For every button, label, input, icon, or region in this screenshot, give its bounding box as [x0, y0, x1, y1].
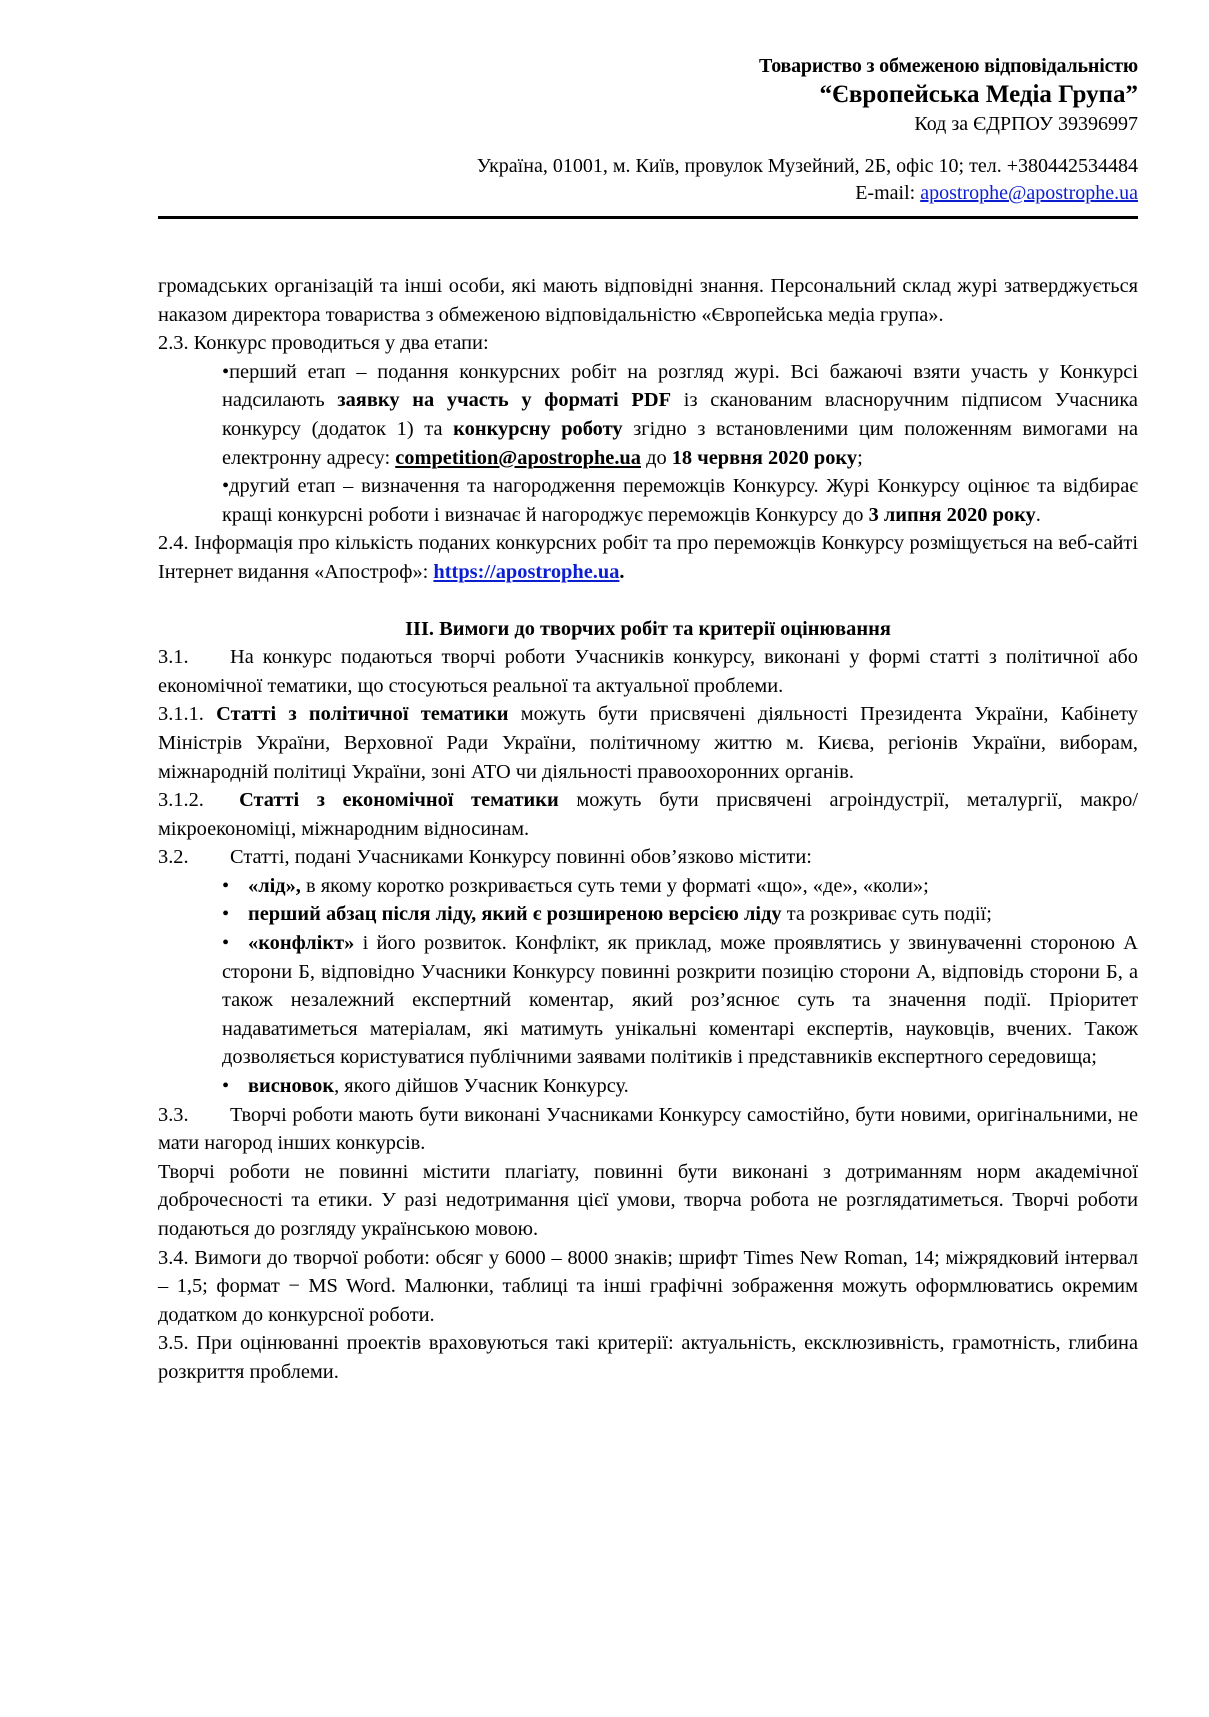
- bullet-icon: •: [222, 360, 230, 383]
- paragraph-3-4: 3.4. Вимоги до творчої роботи: обсяг у 6000 – 8000 знаків; шрифт Times New Roman, 14; міжрядковий інтервал – 1,5; формат − MS Word. Малюнки, таблиці та інші графічні зображення можуть оформлюватись окремим додатком до конкурсної роботи.: [158, 1246, 1138, 1326]
- email-link[interactable]: apostrophe@apostrophe.ua: [920, 182, 1138, 204]
- paragraph-3-5: 3.5. При оцінюванні проектів враховуються такі критерії: актуальність, ексклюзивність, грамотність, глибина розкриття проблеми.: [158, 1332, 1138, 1383]
- section-3-title: ІІІ. Вимоги до творчих робіт та критерії оцінювання: [405, 617, 891, 640]
- email-label: E-mail:: [855, 182, 921, 204]
- company-type: Товариство з обмеженою відповідальністю: [758, 55, 1138, 77]
- paragraph-3-1: 3.1. На конкурс подаються творчі роботи Учасників конкурсу, виконані у формі статті з політичної або економічної тематики, що стосуються реальної та актуальної проблеми.: [158, 646, 1138, 697]
- website-link[interactable]: https://apostrophe.ua: [433, 560, 620, 583]
- list-item: • висновок, якого дійшов Учасник Конкурсу.: [158, 1072, 1138, 1101]
- list-item: • «конфлікт» і його розвиток. Конфлікт, як приклад, може проявлятись у звинуваченні стороною А сторони Б, відповідно Учасники Конкурсу повинні розкрити позицію сторони А, відповідь сторони Б, а також незалежний експертний коментар, який роз’яснює суть та значення події. Пріоритет надаватиметься матеріалам, які матимуть унікальні коментарі експертів, науковців, вчених. Також дозволяється користуватися публічними заявами політиків і представників експертного середовища;: [158, 929, 1138, 1072]
- paragraph-3-1-2: 3.1.2. Статті з економічної тематики можуть бути присвячені агроіндустрії, металургії, макро/мікроекономіці, міжнародним відносинам.: [158, 789, 1139, 840]
- company-email-line: [158, 180, 1138, 206]
- paragraph-3-3: 3.3. Творчі роботи мають бути виконані Учасниками Конкурсу самостійно, бути новими, оригінальними, не мати нагород інших конкурсів.: [158, 1103, 1138, 1155]
- header-divider: [158, 216, 1138, 219]
- list-item: • «лід», в якому коротко розкривається суть теми у форматі «що», «де», «коли»;: [158, 872, 1138, 901]
- company-name: “Європейська Медіа Група”: [819, 81, 1138, 108]
- paragraph-jury: громадських організацій та інші особи, які мають відповідні знання. Персональний склад журі затверджується наказом директора товариства з обмеженою відповідальністю «Європейська медіа група».: [158, 275, 1138, 326]
- list-item: • перший абзац після ліду, який є розширеною версією ліду та розкриває суть події;: [158, 900, 1138, 929]
- bullet-icon: •: [222, 903, 230, 926]
- document-body: [158, 272, 1138, 1387]
- paragraph-3-2: 3.2. Статті, подані Учасниками Конкурсу повинні обов’язково містити:: [158, 846, 812, 869]
- stage-1-item: •перший етап – подання конкурсних робіт на розгляд журі. Всі бажаючі взяти участь у Конкурсі надсилають заявку на участь у форматі PDF із сканованим власноручним підписом Учасника конкурсу (додаток 1) та конкурсну роботу згідно з встановленими цим положенням вимогами на електронну адресу: competition@apostrophe.ua до 18 червня 2020 року;: [222, 360, 1139, 469]
- bullet-icon: •: [222, 874, 230, 897]
- bullet-icon: •: [222, 1075, 230, 1098]
- company-address: Україна, 01001, м. Київ, провулок Музейний, 2Б, офіс 10; тел. +380442534484: [476, 155, 1138, 177]
- stage-2-item: •другий етап – визначення та нагородження переможців Конкурсу. Журі Конкурсу оцінює та відбирає кращі конкурсні роботи і визначає й нагороджує переможців Конкурсу до 3 липня 2020 року.: [222, 475, 1138, 526]
- paragraph-3-1-1: 3.1.1. Статті з політичної тематики можуть бути присвячені діяльності Президента України, Кабінету Міністрів України, Верховної Ради України, політичному життю м. Києва, регіонів України, виборам, міжнародній політиці України, зоні АТО чи діяльності правоохоронних органів.: [158, 703, 1138, 783]
- paragraph-2-3: 2.3. Конкурс проводиться у два етапи:: [158, 332, 489, 355]
- company-code: Код за ЄДРПОУ 39396997: [914, 113, 1138, 135]
- competition-email-link[interactable]: competition@apostrophe.ua: [395, 446, 641, 469]
- paragraph-plagiarism: Творчі роботи не повинні містити плагіату, повинні бути виконані з дотриманням норм академічної доброчесності та етики. У разі недотримання цієї умови, творча робота не розглядатиметься. Творчі роботи подаються до розгляду українською мовою.: [158, 1160, 1138, 1240]
- paragraph-2-4: 2.4. Інформація про кількість поданих конкурсних робіт та про переможців Конкурсу розміщується на веб-сайті Інтернет видання «Апостроф»: https://apostrophe.ua.: [158, 532, 1138, 583]
- bullet-icon: •: [222, 932, 230, 955]
- letterhead: [158, 52, 1138, 206]
- bullet-icon: •: [222, 475, 230, 498]
